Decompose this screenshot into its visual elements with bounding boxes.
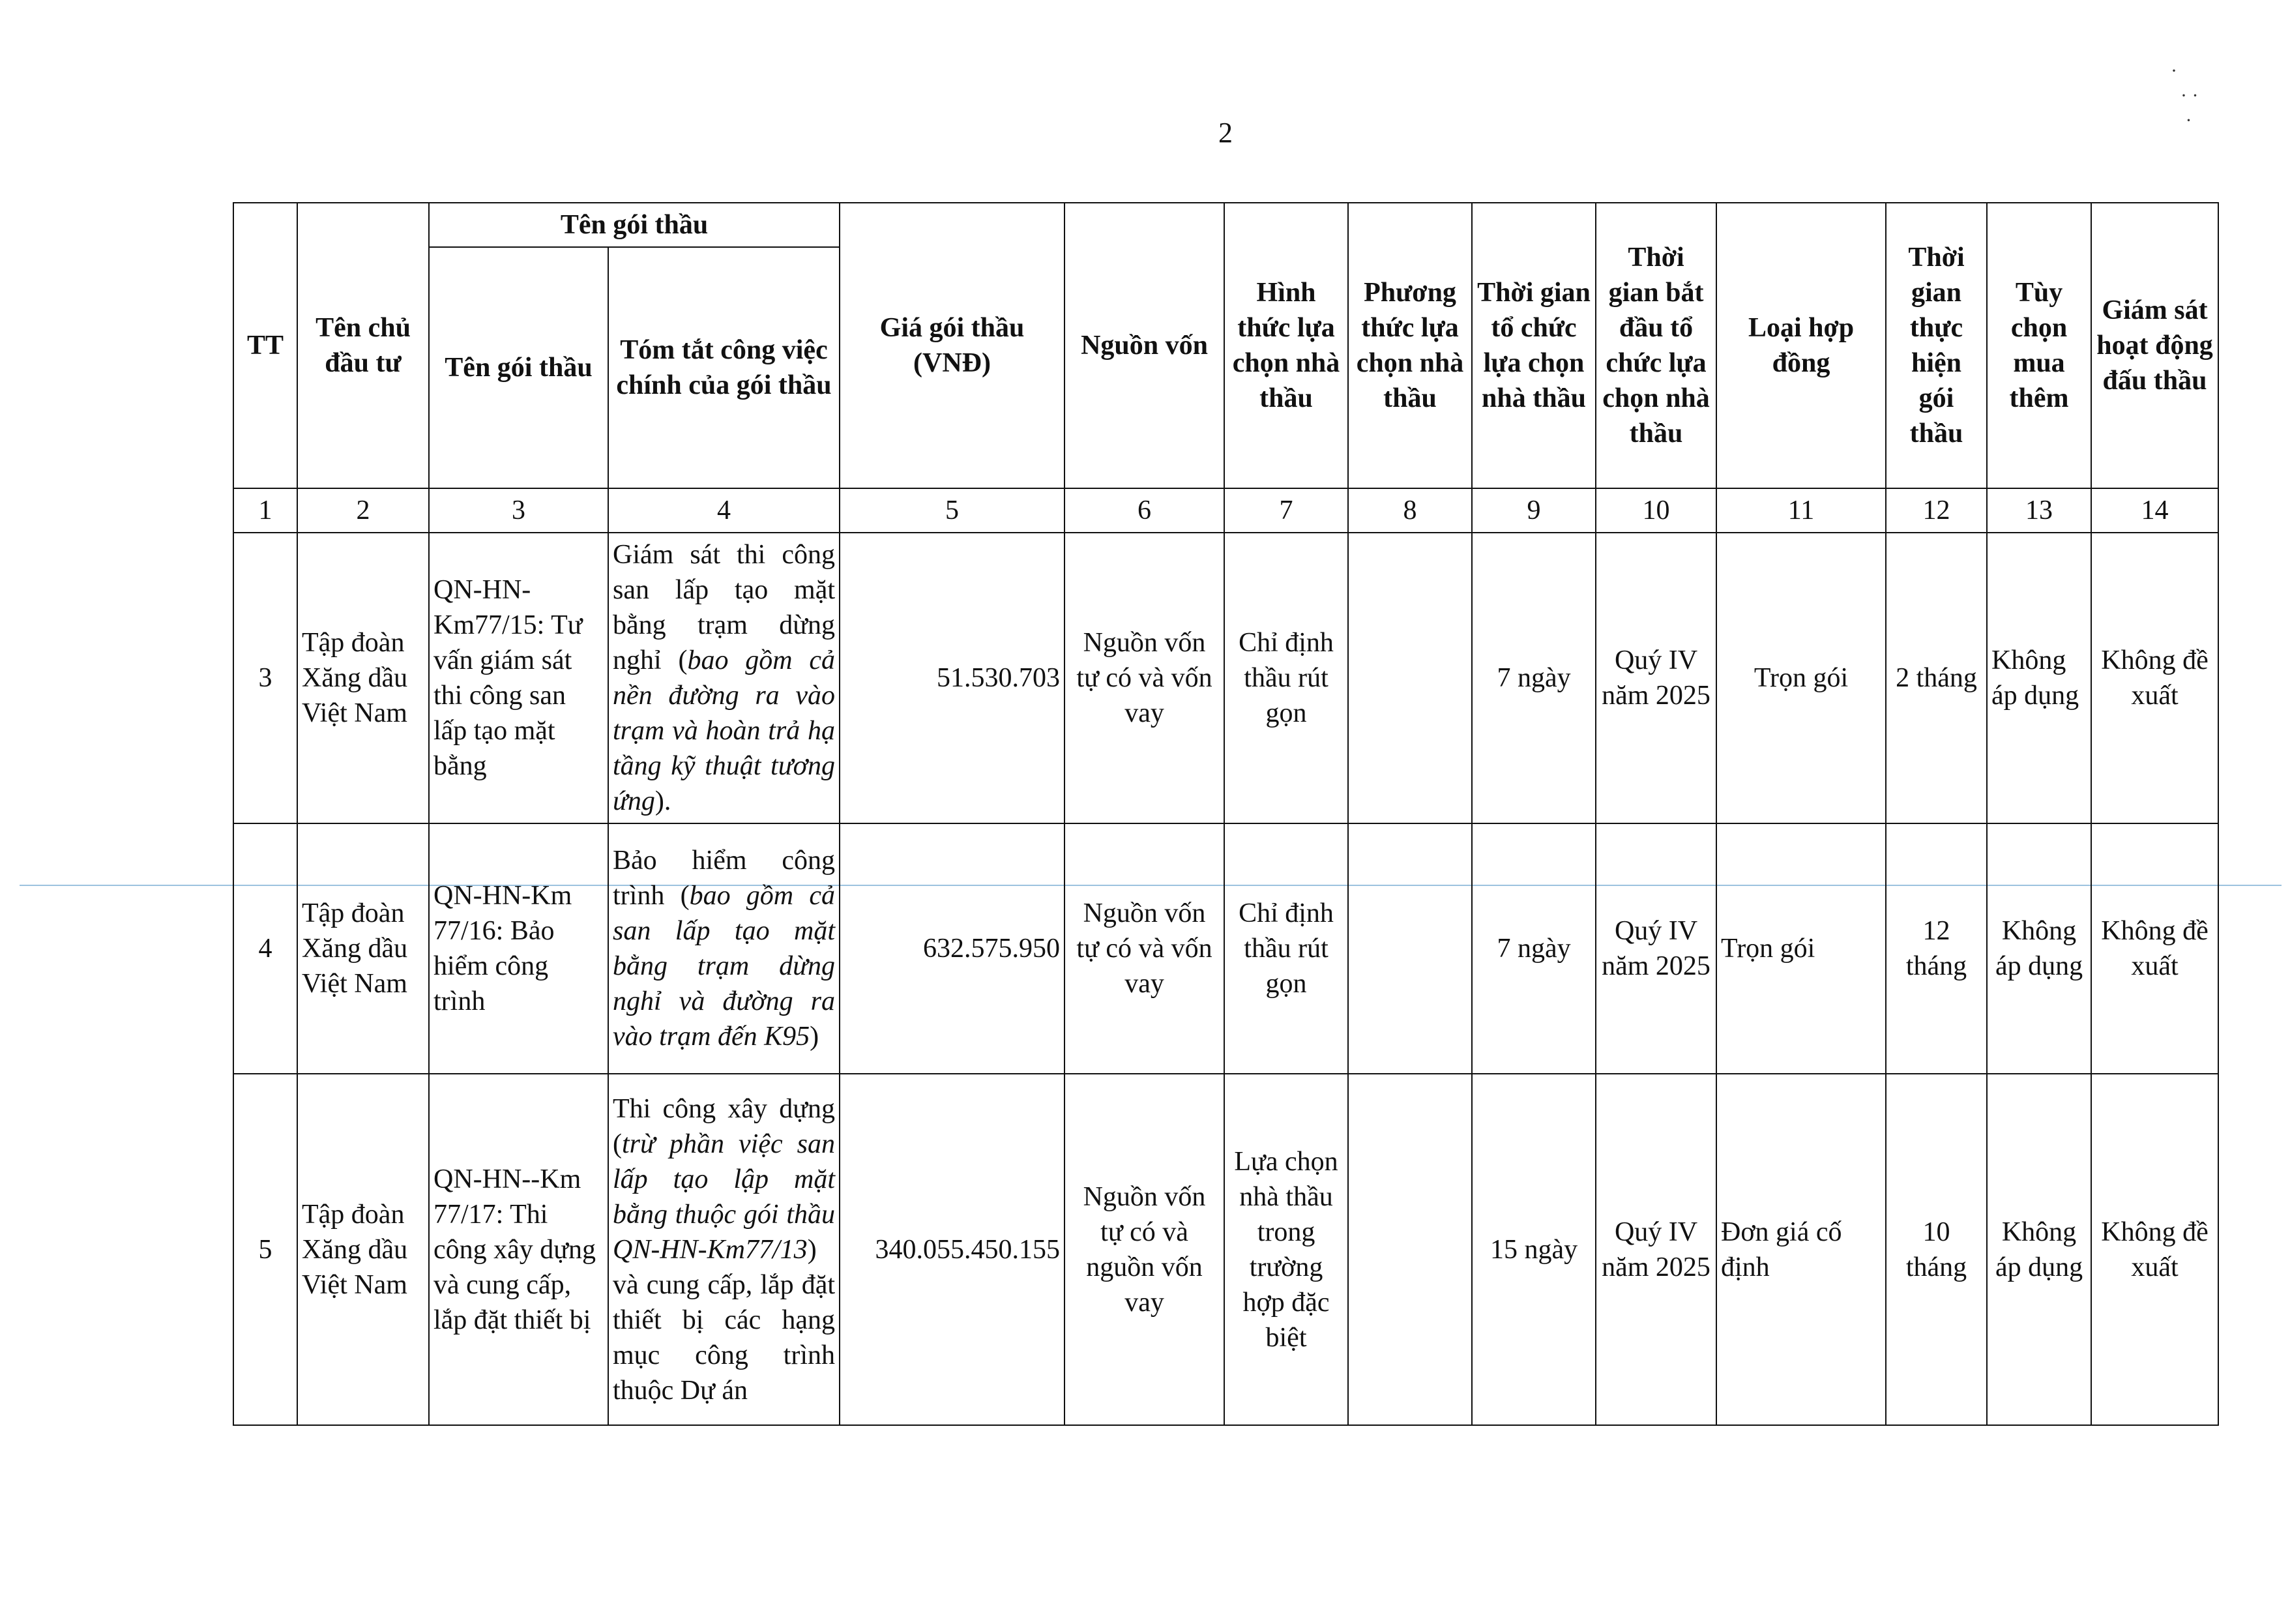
row-funding: Nguồn vốn tự có và vốn vay	[1064, 823, 1224, 1074]
column-number: 11	[1716, 488, 1886, 533]
summary-tail: ) và cung cấp, lắp đặt thiết bị các hạng mục công trình thuộc Dự án	[613, 1234, 836, 1406]
row-monitoring: Không đề xuất	[2091, 1074, 2218, 1425]
row-price: 632.575.950	[840, 823, 1064, 1074]
row-contract-type: Trọn gói	[1716, 533, 1886, 823]
header-contract-type: Loại hợp đồng	[1716, 203, 1886, 488]
summary-italic: bao gồm cả san lấp tạo mặt bằng trạm dừng nghỉ và đường ra vào trạm đến K95	[613, 881, 836, 1052]
row-extra-option: Không áp dụng	[1987, 533, 2091, 823]
column-number-row	[233, 488, 2218, 533]
header-row-top	[233, 203, 2218, 247]
row-summary	[608, 533, 840, 823]
summary-tail: ).	[654, 786, 671, 816]
table-row	[233, 533, 2218, 823]
header-selection-method: Phương thức lựa chọn nhà thầu	[1348, 203, 1472, 488]
header-package-group: Tên gói thầu	[429, 203, 840, 247]
column-number: 13	[1987, 488, 2091, 533]
header-monitoring: Giám sát hoạt động đấu thầu	[2091, 203, 2218, 488]
summary-plain: Thi công xây dựng (	[613, 1093, 836, 1159]
column-number: 14	[2091, 488, 2218, 533]
row-selection-form: Chỉ định thầu rút gọn	[1224, 823, 1348, 1074]
row-summary	[608, 823, 840, 1074]
column-number: 4	[608, 488, 840, 533]
bid-package-table	[233, 202, 2219, 1426]
row-selection-method	[1348, 823, 1472, 1074]
column-number: 8	[1348, 488, 1472, 533]
row-selection-form: Lựa chọn nhà thầu trong trường hợp đặc biệt	[1224, 1074, 1348, 1425]
summary-plain: Bảo hiểm công trình (	[613, 846, 836, 911]
header-investor: Tên chủ đầu tư	[297, 203, 429, 488]
header-execution-time: Thời gian thực hiện gói thầu	[1886, 203, 1987, 488]
row-investor: Tập đoàn Xăng dầu Việt Nam	[297, 1074, 429, 1425]
row-tt: 4	[233, 823, 297, 1074]
table-row	[233, 1074, 2218, 1425]
row-execution-time: 10 tháng	[1886, 1074, 1987, 1425]
row-selection-duration: 7 ngày	[1472, 533, 1596, 823]
header-summary: Tóm tắt công việc chính của gói thầu	[608, 247, 840, 488]
column-number: 3	[429, 488, 608, 533]
row-selection-duration: 7 ngày	[1472, 823, 1596, 1074]
row-funding: Nguồn vốn tự có và vốn vay	[1064, 533, 1224, 823]
row-price: 340.055.450.155	[840, 1074, 1064, 1425]
row-selection-method	[1348, 533, 1472, 823]
header-funding: Nguồn vốn	[1064, 203, 1224, 488]
row-execution-time: 2 tháng	[1886, 533, 1987, 823]
column-number: 10	[1596, 488, 1716, 533]
row-selection-duration: 15 ngày	[1472, 1074, 1596, 1425]
header-selection-duration: Thời gian tổ chức lựa chọn nhà thầu	[1472, 203, 1596, 488]
row-tt: 5	[233, 1074, 297, 1425]
row-execution-time: 12 tháng	[1886, 823, 1987, 1074]
row-extra-option: Không áp dụng	[1987, 823, 2091, 1074]
row-investor: Tập đoàn Xăng dầu Việt Nam	[297, 533, 429, 823]
table-row	[233, 823, 2218, 1074]
column-number: 9	[1472, 488, 1596, 533]
column-number: 12	[1886, 488, 1987, 533]
row-package: QN-HN--Km 77/17: Thi công xây dựng và cung cấp, lắp đặt thiết bị	[429, 1074, 608, 1425]
row-package: QN-HN-Km 77/16: Bảo hiểm công trình	[429, 823, 608, 1074]
row-start-time: Quý IV năm 2025	[1596, 1074, 1716, 1425]
header-start-time: Thời gian bắt đầu tổ chức lựa chọn nhà thầu	[1596, 203, 1716, 488]
row-investor: Tập đoàn Xăng dầu Việt Nam	[297, 823, 429, 1074]
header-extra-option: Tùy chọn mua thêm	[1987, 203, 2091, 488]
row-start-time: Quý IV năm 2025	[1596, 823, 1716, 1074]
row-selection-form: Chỉ định thầu rút gọn	[1224, 533, 1348, 823]
header-selection-form: Hình thức lựa chọn nhà thầu	[1224, 203, 1348, 488]
row-tt: 3	[233, 533, 297, 823]
row-contract-type: Trọn gói	[1716, 823, 1886, 1074]
scan-specks: · · · ·	[2171, 60, 2199, 131]
column-number: 7	[1224, 488, 1348, 533]
row-contract-type: Đơn giá cố định	[1716, 1074, 1886, 1425]
row-extra-option: Không áp dụng	[1987, 1074, 2091, 1425]
column-number: 5	[840, 488, 1064, 533]
column-number: 1	[233, 488, 297, 533]
header-tt: TT	[233, 203, 297, 488]
row-funding: Nguồn vốn tự có và nguồn vốn vay	[1064, 1074, 1224, 1425]
row-summary	[608, 1074, 840, 1425]
summary-italic: bao gồm cả nền đường ra vào trạm và hoàn trả hạ tầng kỹ thuật tương ứng	[613, 645, 836, 816]
row-package: QN-HN-Km77/15: Tư vấn giám sát thi công san lấp tạo mặt bằng	[429, 533, 608, 823]
row-selection-method	[1348, 1074, 1472, 1425]
column-number: 6	[1064, 488, 1224, 533]
row-monitoring: Không đề xuất	[2091, 533, 2218, 823]
page-number: 2	[1218, 117, 1233, 149]
row-monitoring: Không đề xuất	[2091, 823, 2218, 1074]
column-number: 2	[297, 488, 429, 533]
header-price: Giá gói thầu (VNĐ)	[840, 203, 1064, 488]
row-price: 51.530.703	[840, 533, 1064, 823]
summary-tail: )	[810, 1022, 819, 1052]
summary-plain: Giám sát thi công san lấp tạo mặt bằng trạm dừng nghỉ (	[613, 540, 836, 675]
header-package-name: Tên gói thầu	[429, 247, 608, 488]
row-start-time: Quý IV năm 2025	[1596, 533, 1716, 823]
summary-italic: trừ phần việc san lấp tạo lập mặt bằng thuộc gói thầu QN-HN-Km77/13	[613, 1129, 836, 1265]
